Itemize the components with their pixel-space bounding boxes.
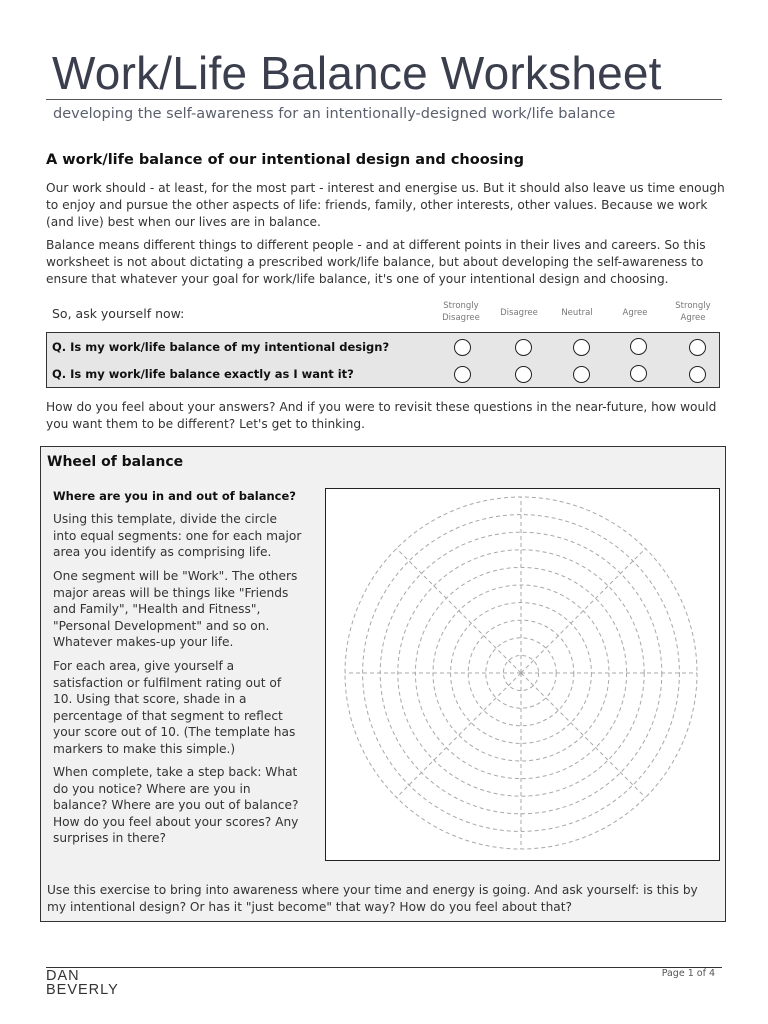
question-1: Q. Is my work/life balance of my intentional design? — [52, 340, 390, 354]
footer-divider — [46, 967, 722, 968]
survey-follow-up: How do you feel about your answers? And if you were to revisit these questions in the near-future, how would you want them to be different? Let's get to thinking. — [46, 400, 717, 431]
scale-label-agree: Agree — [622, 308, 648, 318]
survey-prompt: So, ask yourself now: — [52, 306, 185, 321]
wheel-paragraph-4: When complete, take a step back: What do you notice? Where are you in balance? Where are you out of balance? How do you feel about your scores? Any surprises in there? — [53, 765, 299, 846]
wheel-paragraph-3: For each area, give yourself a satisfaction or fulfilment rating out of 10. Using that score, shade in a percentage of that segment to reflect your score out of 10. (The template has markers to make this simple.) — [53, 659, 296, 756]
scale-label-strongly-agree — [658, 300, 728, 324]
q1-strongly-disagree-radio[interactable] — [454, 339, 471, 356]
wheel-footer-text: Use this exercise to bring into awareness where your time and energy is going. And ask yourself: is this by my intentional design? Or has it "just become" that way? How do you feel about that? — [47, 883, 698, 914]
q2-disagree-radio[interactable] — [515, 366, 532, 383]
intro-heading: A work/life balance of our intentional design and choosing — [46, 152, 524, 168]
q1-neutral-radio[interactable] — [573, 339, 590, 356]
scale-label-line: Disagree — [442, 313, 480, 323]
q1-disagree-radio[interactable] — [515, 339, 532, 356]
scale-label-neutral: Neutral — [561, 308, 593, 318]
q2-neutral-radio[interactable] — [573, 366, 590, 383]
q1-agree-radio[interactable] — [630, 338, 647, 355]
scale-label-line: Strongly — [675, 301, 711, 311]
wheel-paragraph-2: One segment will be "Work". The others major areas will be things like "Friends and Family", "Health and Fitness", "Personal Development" and so on. Whatever makes-up your life. — [53, 569, 298, 650]
logo-line-1: DAN — [46, 968, 80, 984]
wheel-paragraph-1: Using this template, divide the circle into equal segments: one for each major area you identify as comprising life. — [53, 512, 302, 560]
brand-logo — [46, 969, 119, 997]
page-subtitle: developing the self-awareness for an intentionally-designed work/life balance — [53, 106, 616, 122]
q2-agree-radio[interactable] — [630, 365, 647, 382]
scale-label-line: Strongly — [443, 301, 479, 311]
logo-line-2: BEVERLY — [46, 982, 119, 998]
question-2: Q. Is my work/life balance exactly as I want it? — [52, 367, 354, 381]
wheel-guide-line-4 — [397, 673, 522, 798]
q2-strongly-agree-radio[interactable] — [689, 366, 706, 383]
q2-strongly-disagree-radio[interactable] — [454, 366, 471, 383]
questions-box — [46, 332, 720, 388]
wheel-template-frame — [325, 488, 720, 861]
page-number: Page 1 of 4 — [661, 968, 715, 979]
title-divider — [46, 99, 722, 100]
wheel-template — [326, 489, 718, 859]
intro-paragraph-1: Our work should - at least, for the most part - interest and energise us. But it should also leave us time enough to enjoy and pursue the other aspects of life: friends, family, other interests, other values. Because we work (and live) best when our lives are in balance. — [46, 181, 725, 229]
page-title: Work/Life Balance Worksheet — [52, 47, 662, 99]
wheel-title: Wheel of balance — [47, 454, 184, 470]
intro-paragraph-2: Balance means different things to different people - and at different points in their lives and careers. So this worksheet is not about dictating a prescribed work/life balance, but about developing the self-awareness to ensure that whatever your goal for work/life balance, it's one of your intentional design and choosing. — [46, 238, 706, 286]
wheel-of-balance-section — [40, 446, 726, 922]
scale-label-disagree: Disagree — [500, 308, 538, 318]
scale-label-line: Agree — [680, 313, 706, 323]
q1-strongly-agree-radio[interactable] — [689, 339, 706, 356]
wheel-subheading: Where are you in and out of balance? — [53, 489, 296, 503]
